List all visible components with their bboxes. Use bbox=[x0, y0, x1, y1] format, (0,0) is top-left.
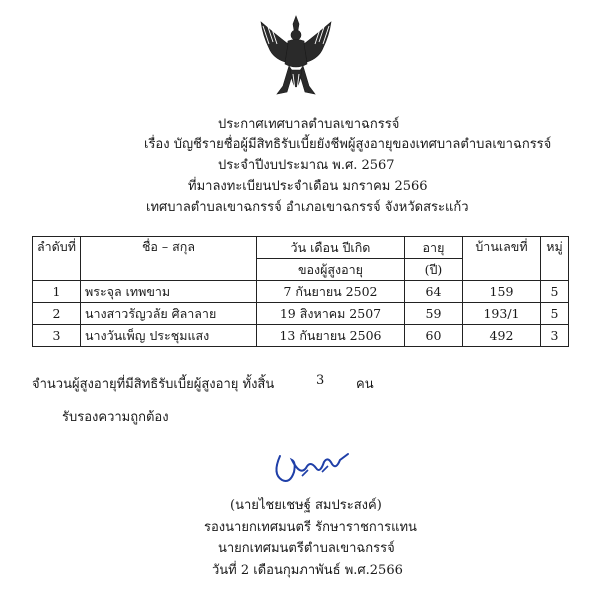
cell-no: 3 bbox=[33, 325, 81, 347]
registration-month-line: ที่มาลงทะเบียนประจำเดือน มกราคม 2566 bbox=[188, 179, 428, 194]
cell-no: 1 bbox=[33, 281, 81, 303]
col-header-age-sub: (ปี) bbox=[404, 259, 462, 281]
summary-label: จำนวนผู้สูงอายุที่มีสิทธิรับเบี้ยผู้สูงอายุ ทั้งสิ้น bbox=[32, 377, 275, 392]
cell-moo: 5 bbox=[540, 303, 568, 325]
signatory-position-1: รองนายกเทศมนตรี รักษาราชการแทน bbox=[204, 520, 417, 535]
col-header-age: อายุ bbox=[404, 237, 462, 259]
recipient-table bbox=[32, 236, 569, 347]
signatory-position-2: นายกเทศมนตรีตำบลเขาฉกรรจ์ bbox=[218, 541, 395, 556]
cell-name: นางวันเพ็ญ ประชุมแสง bbox=[80, 325, 256, 347]
col-header-moo: หมู่ bbox=[540, 237, 568, 281]
location-line: เทศบาลตำบลเขาฉกรรจ์ อำเภอเขาฉกรรจ์ จังหวัดสระแก้ว bbox=[146, 200, 469, 215]
table-header-row bbox=[33, 237, 569, 259]
summary-unit: คน bbox=[356, 377, 374, 392]
col-header-no: ลำดับที่ bbox=[33, 237, 81, 281]
col-header-dob: วัน เดือน ปีเกิด bbox=[256, 237, 404, 259]
cell-no: 2 bbox=[33, 303, 81, 325]
col-header-dob-sub: ของผู้สูงอายุ bbox=[256, 259, 404, 281]
cell-name: พระจุล เทพขาม bbox=[80, 281, 256, 303]
cell-moo: 5 bbox=[540, 281, 568, 303]
announcement-title: ประกาศเทศบาลตำบลเขาฉกรรจ์ bbox=[218, 117, 400, 132]
cell-age: 64 bbox=[404, 281, 462, 303]
cell-dob: 19 สิงหาคม 2507 bbox=[256, 303, 404, 325]
cell-house: 193/1 bbox=[462, 303, 540, 325]
cell-moo: 3 bbox=[540, 325, 568, 347]
certify-text: รับรองความถูกต้อง bbox=[62, 410, 169, 425]
cell-dob: 13 กันยายน 2506 bbox=[256, 325, 404, 347]
cell-dob: 7 กันยายน 2502 bbox=[256, 281, 404, 303]
cell-age: 60 bbox=[404, 325, 462, 347]
cell-age: 59 bbox=[404, 303, 462, 325]
cell-name: นางสาวรัญวลัย ศิลาลาย bbox=[80, 303, 256, 325]
col-header-name: ชื่อ – สกุล bbox=[80, 237, 256, 281]
handwritten-signature bbox=[262, 446, 358, 490]
signatory-name: (นายไชยเชษฐ์ สมประสงค์) bbox=[230, 498, 382, 513]
cell-house: 159 bbox=[462, 281, 540, 303]
fiscal-year-line: ประจำปีงบประมาณ พ.ศ. 2567 bbox=[218, 158, 395, 173]
table-row bbox=[33, 303, 569, 325]
table-row bbox=[33, 325, 569, 347]
summary-count: 3 bbox=[316, 373, 325, 388]
garuda-emblem bbox=[255, 14, 337, 106]
subject-line: เรื่อง บัญชีรายชื่อผู้มีสิทธิรับเบี้ยยังชีพผู้สูงอายุของเทศบาลตำบลเขาฉกรรจ์ bbox=[144, 137, 552, 152]
col-header-house: บ้านเลขที่ bbox=[462, 237, 540, 281]
cell-house: 492 bbox=[462, 325, 540, 347]
signatory-date: วันที่ 2 เดือนกุมภาพันธ์ พ.ศ.2566 bbox=[212, 563, 403, 578]
table-row bbox=[33, 281, 569, 303]
